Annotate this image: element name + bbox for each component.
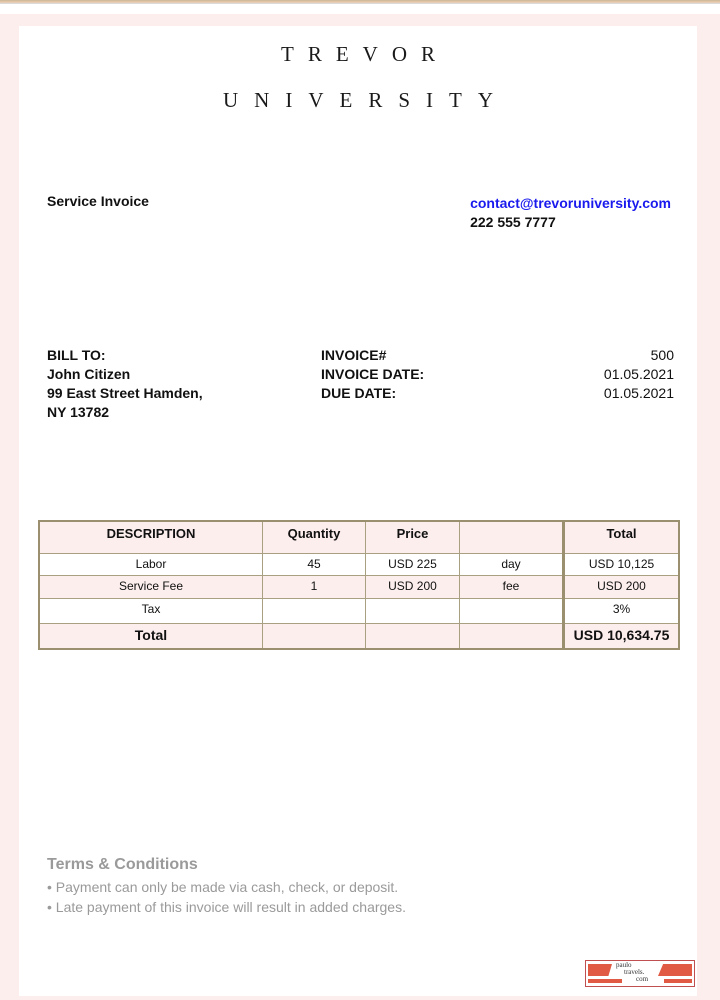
terms-line: • Late payment of this invoice will result in added charges. — [47, 899, 406, 915]
logo-stripe — [658, 964, 692, 976]
cell-price — [366, 624, 460, 650]
cell-grand-total: USD 10,634.75 — [564, 624, 680, 650]
cell-total: 3% — [564, 599, 680, 624]
title-letter: N — [254, 88, 270, 112]
document-type: Service Invoice — [47, 193, 149, 209]
bill-to-address-line2: NY 13782 — [47, 404, 110, 420]
table-total-row — [39, 624, 679, 650]
invoice-info-labels — [321, 346, 424, 403]
logo-stripe — [664, 979, 692, 983]
terms-heading: Terms & Conditions — [47, 856, 198, 873]
terms-and-conditions — [47, 856, 406, 917]
table-header-row — [39, 521, 679, 554]
header-total: Total — [564, 521, 680, 554]
title-letter: V — [308, 88, 324, 112]
line-items-table — [38, 520, 680, 650]
invoice-date-label: INVOICE DATE: — [321, 366, 425, 382]
cell-unit — [460, 624, 564, 650]
cell-quantity — [263, 624, 366, 650]
cell-description: Service Fee — [39, 576, 263, 599]
logo-text-line: paulo — [616, 961, 632, 969]
cell-description: Labor — [39, 554, 263, 576]
header-description: DESCRIPTION — [39, 521, 263, 554]
bill-to-block — [47, 346, 203, 422]
title-letter: V — [362, 42, 378, 66]
header-price: Price — [366, 521, 460, 554]
title-letter: R — [368, 88, 383, 112]
table-row — [39, 576, 679, 599]
header-quantity: Quantity — [263, 521, 366, 554]
title-letter: S — [398, 88, 411, 112]
cell-description: Tax — [39, 599, 263, 624]
cell-quantity: 1 — [263, 576, 366, 599]
invoice-info-values — [604, 346, 674, 403]
invoice-date-value: 01.05.2021 — [603, 366, 674, 382]
bill-to-name: John Citizen — [47, 366, 131, 382]
cell-description: Total — [39, 624, 263, 650]
table-row — [39, 599, 679, 624]
table-row — [39, 554, 679, 576]
watermark-logo — [585, 960, 695, 987]
cell-price: USD 200 — [366, 576, 460, 599]
header-unit — [460, 521, 564, 554]
window-top-rule — [0, 0, 720, 4]
logo-text-line: com — [636, 975, 649, 983]
title-letter: R — [307, 42, 322, 66]
invoice-page — [19, 26, 697, 996]
due-date-value: 01.05.2021 — [603, 385, 674, 401]
terms-line: • Payment can only be made via cash, check, or deposit. — [47, 879, 399, 895]
cell-unit — [460, 599, 564, 624]
title-letter: E — [339, 88, 353, 112]
cell-price: USD 225 — [366, 554, 460, 576]
title-letter: T — [280, 42, 294, 66]
contact-phone: 222 555 7777 — [470, 214, 556, 230]
cell-total: USD 10,125 — [564, 554, 680, 576]
cell-price — [366, 599, 460, 624]
title-line-1 — [19, 42, 697, 67]
title-letter: I — [285, 88, 293, 112]
bill-to-label: BILL TO: — [47, 347, 106, 363]
title-letter: E — [335, 42, 349, 66]
title-letter: I — [426, 88, 434, 112]
logo-text-line: travels. — [624, 968, 645, 976]
cell-unit: day — [460, 554, 564, 576]
cell-quantity: 45 — [263, 554, 366, 576]
logo-stripe — [588, 964, 612, 976]
title-letter: O — [391, 42, 407, 66]
title-letter: T — [449, 88, 462, 112]
due-date-label: DUE DATE: — [321, 385, 397, 401]
invoice-number-value: 500 — [650, 347, 674, 363]
title-letter: U — [222, 88, 239, 112]
cell-unit: fee — [460, 576, 564, 599]
cell-total: USD 200 — [564, 576, 680, 599]
title-letter: Y — [477, 88, 494, 112]
cell-quantity — [263, 599, 366, 624]
title-letter: R — [421, 42, 436, 66]
title-line-2 — [19, 88, 697, 113]
contact-block — [470, 194, 671, 232]
contact-email-link[interactable]: contact@trevoruniversity.com — [470, 195, 671, 211]
invoice-number-label: INVOICE# — [321, 347, 387, 363]
bill-to-address-line1: 99 East Street Hamden, — [47, 385, 203, 401]
logo-text — [616, 962, 648, 983]
